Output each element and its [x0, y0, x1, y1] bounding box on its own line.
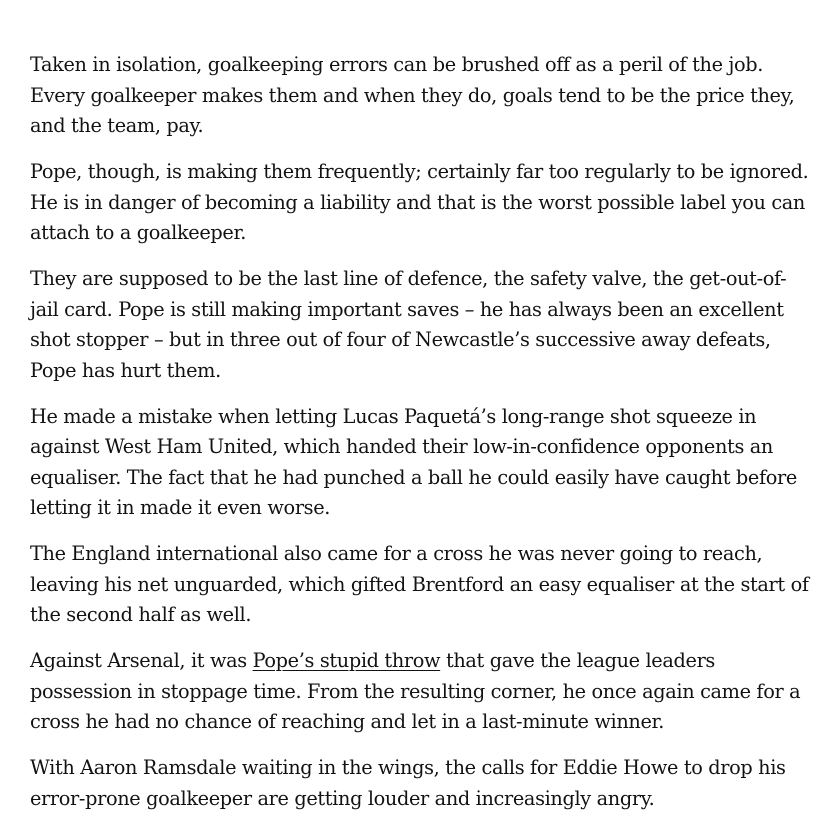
article-body: [30, 50, 810, 830]
paragraph-6: [30, 646, 810, 738]
paragraph-6-before-link: Against Arsenal, it was: [30, 649, 253, 672]
paragraph-2: Pope, though, is making them frequently; certainly far too regularly to be ignored. He is in danger of becoming a liability and that is the worst possible label you can attach to a goalkeeper.: [30, 160, 809, 244]
paragraph-1: Taken in isolation, goalkeeping errors can be brushed off as a peril of the job. Every goalkeeper makes them and when they do, goals tend to be the price they, and the team, pay.: [30, 53, 795, 137]
paragraph-4: He made a mistake when letting Lucas Paquetá’s long-range shot squeeze in against West Ham United, which handed their low-in-confidence opponents an equaliser. The fact that he had punched a ball he could easily have caught before letting it in made it even worse.: [30, 404, 797, 519]
paragraph-3: They are supposed to be the last line of defence, the safety valve, the get-out-of-jail card. Pope is still making important saves – he has always been an excellent shot stopper – but in three out of four of Newcastle’s successive away defeats, Pope has hurt them.: [30, 267, 787, 382]
paragraph-5: The England international also came for a cross he was never going to reach, leaving his net unguarded, which gifted Brentford an easy equaliser at the start of the second half as well.: [30, 542, 809, 626]
paragraph-6-after-link: that gave the league leaders possession in stoppage time. From the resulting corner, he once again came for a cross he had no chance of reaching and let in a last-minute winner.: [30, 649, 801, 733]
popes-stupid-throw-link[interactable]: Pope’s stupid throw: [252, 649, 441, 672]
paragraph-7: With Aaron Ramsdale waiting in the wings, the calls for Eddie Howe to drop his error-prone goalkeeper are getting louder and increasingly angry.: [30, 756, 786, 810]
